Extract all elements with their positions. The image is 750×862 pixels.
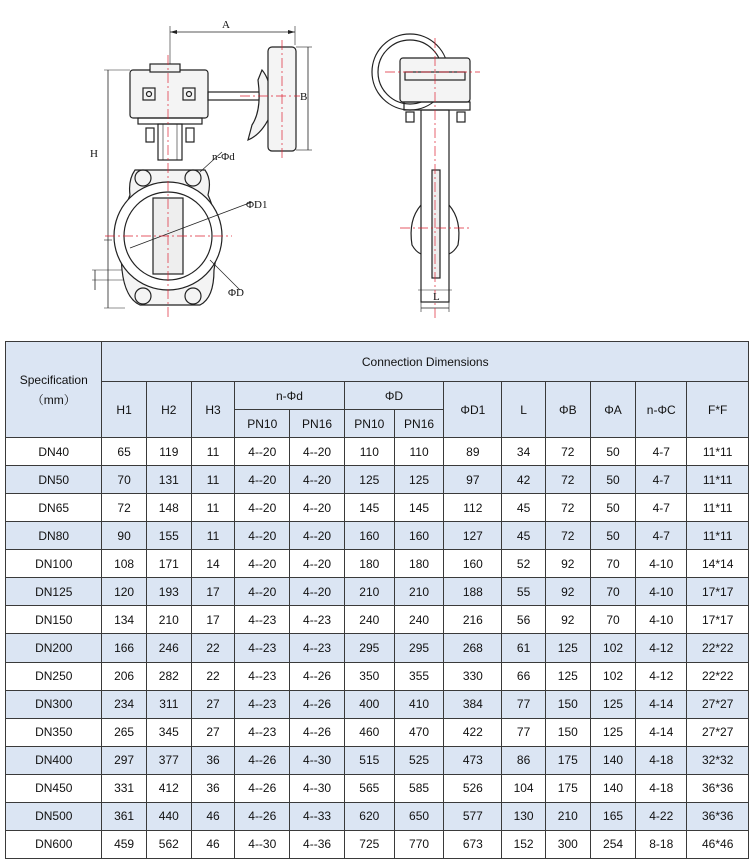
col-h1: H1 [102, 382, 146, 438]
cell-l: 104 [502, 774, 545, 802]
cell-nd-pn10: 4--20 [235, 494, 290, 522]
cell-spec: DN200 [6, 634, 102, 662]
cell-spec: DN40 [6, 438, 102, 466]
cell-h2: 171 [146, 550, 191, 578]
cell-ff: 17*17 [687, 606, 749, 634]
cell-h1: 120 [102, 578, 146, 606]
cell-d1: 112 [444, 494, 502, 522]
cell-ff: 27*27 [687, 718, 749, 746]
cell-nc: 4-22 [636, 802, 687, 830]
cell-nc: 4-10 [636, 550, 687, 578]
cell-a: 70 [590, 550, 635, 578]
cell-h2: 412 [146, 774, 191, 802]
table-row [6, 746, 749, 774]
cell-ff: 46*46 [687, 830, 749, 858]
cell-h2: 377 [146, 746, 191, 774]
table-row [6, 718, 749, 746]
cell-ff: 27*27 [687, 690, 749, 718]
cell-b: 72 [545, 466, 590, 494]
cell-nd-pn16: 4--23 [290, 634, 344, 662]
cell-ff: 11*11 [687, 522, 749, 550]
cell-a: 70 [590, 606, 635, 634]
cell-nd-pn16: 4--20 [290, 578, 344, 606]
cell-h3: 27 [191, 718, 234, 746]
cell-ff: 14*14 [687, 550, 749, 578]
cell-h2: 440 [146, 802, 191, 830]
cell-h1: 265 [102, 718, 146, 746]
cell-a: 125 [590, 718, 635, 746]
cell-nd-pn10: 4--20 [235, 522, 290, 550]
cell-d-pn16: 410 [394, 690, 443, 718]
cell-nd-pn16: 4--26 [290, 662, 344, 690]
cell-l: 45 [502, 494, 545, 522]
cell-h1: 134 [102, 606, 146, 634]
cell-nc: 4-7 [636, 494, 687, 522]
cell-d1: 160 [444, 550, 502, 578]
cell-l: 42 [502, 466, 545, 494]
cell-d-pn10: 145 [344, 494, 394, 522]
cell-nc: 8-18 [636, 830, 687, 858]
cell-h1: 90 [102, 522, 146, 550]
cell-a: 50 [590, 494, 635, 522]
cell-nd-pn16: 4--20 [290, 494, 344, 522]
label-l: L [433, 291, 440, 303]
cell-nd-pn16: 4--20 [290, 522, 344, 550]
table-row [6, 550, 749, 578]
cell-h3: 11 [191, 438, 234, 466]
col-l: L [502, 382, 545, 438]
col-ff: F*F [687, 382, 749, 438]
cell-h2: 562 [146, 830, 191, 858]
cell-d-pn16: 180 [394, 550, 443, 578]
col-nd: n-Φd [235, 382, 345, 410]
table-row [6, 690, 749, 718]
cell-h2: 246 [146, 634, 191, 662]
table-body [6, 438, 749, 859]
col-d-pn16: PN16 [394, 410, 443, 438]
cell-h3: 46 [191, 830, 234, 858]
cell-nd-pn16: 4--33 [290, 802, 344, 830]
col-b: ΦB [545, 382, 590, 438]
cell-d1: 89 [444, 438, 502, 466]
col-h3: H3 [191, 382, 234, 438]
cell-nd-pn16: 4--26 [290, 690, 344, 718]
cell-d-pn16: 240 [394, 606, 443, 634]
cell-d-pn10: 295 [344, 634, 394, 662]
cell-spec: DN125 [6, 578, 102, 606]
cell-h3: 11 [191, 494, 234, 522]
cell-l: 56 [502, 606, 545, 634]
cell-nd-pn10: 4--23 [235, 634, 290, 662]
cell-h3: 36 [191, 774, 234, 802]
cell-d1: 673 [444, 830, 502, 858]
col-d: ΦD [344, 382, 444, 410]
cell-a: 140 [590, 774, 635, 802]
cell-spec: DN500 [6, 802, 102, 830]
cell-d1: 384 [444, 690, 502, 718]
cell-l: 52 [502, 550, 545, 578]
cell-spec: DN400 [6, 746, 102, 774]
cell-b: 125 [545, 634, 590, 662]
label-nd: n-Φd [212, 151, 235, 163]
cell-d-pn16: 110 [394, 438, 443, 466]
cell-h2: 148 [146, 494, 191, 522]
cell-nc: 4-12 [636, 662, 687, 690]
cell-d1: 97 [444, 466, 502, 494]
cell-h1: 65 [102, 438, 146, 466]
cell-spec: DN150 [6, 606, 102, 634]
cell-l: 61 [502, 634, 545, 662]
cell-b: 92 [545, 606, 590, 634]
cell-a: 165 [590, 802, 635, 830]
cell-l: 66 [502, 662, 545, 690]
cell-a: 50 [590, 522, 635, 550]
cell-nd-pn10: 4--20 [235, 550, 290, 578]
connection-dimensions-header: Connection Dimensions [102, 342, 749, 382]
cell-d-pn16: 470 [394, 718, 443, 746]
cell-d1: 268 [444, 634, 502, 662]
table-row [6, 466, 749, 494]
cell-nd-pn16: 4--23 [290, 606, 344, 634]
label-d1: ΦD1 [246, 199, 268, 211]
cell-a: 125 [590, 690, 635, 718]
cell-d-pn16: 525 [394, 746, 443, 774]
cell-l: 55 [502, 578, 545, 606]
cell-nc: 4-7 [636, 438, 687, 466]
cell-b: 175 [545, 746, 590, 774]
cell-ff: 17*17 [687, 578, 749, 606]
cell-nc: 4-18 [636, 774, 687, 802]
cell-nd-pn16: 4--20 [290, 550, 344, 578]
dimensions-table [5, 341, 749, 859]
cell-nc: 4-14 [636, 690, 687, 718]
cell-h1: 70 [102, 466, 146, 494]
cell-nd-pn10: 4--23 [235, 718, 290, 746]
table-row [6, 802, 749, 830]
cell-h1: 108 [102, 550, 146, 578]
col-d-pn10: PN10 [344, 410, 394, 438]
cell-h1: 206 [102, 662, 146, 690]
cell-b: 72 [545, 438, 590, 466]
cell-b: 125 [545, 662, 590, 690]
cell-h2: 155 [146, 522, 191, 550]
spec-header [6, 342, 102, 438]
cell-nc: 4-7 [636, 522, 687, 550]
cell-a: 102 [590, 634, 635, 662]
cell-nd-pn16: 4--20 [290, 466, 344, 494]
table-row [6, 438, 749, 466]
cell-d-pn10: 460 [344, 718, 394, 746]
cell-spec: DN65 [6, 494, 102, 522]
table-row [6, 578, 749, 606]
cell-nd-pn10: 4--26 [235, 774, 290, 802]
cell-h3: 36 [191, 746, 234, 774]
cell-nd-pn10: 4--20 [235, 578, 290, 606]
cell-h1: 361 [102, 802, 146, 830]
cell-l: 86 [502, 746, 545, 774]
cell-d1: 127 [444, 522, 502, 550]
cell-h2: 119 [146, 438, 191, 466]
cell-d1: 526 [444, 774, 502, 802]
cell-h3: 27 [191, 690, 234, 718]
cell-l: 45 [502, 522, 545, 550]
cell-d-pn10: 210 [344, 578, 394, 606]
cell-d-pn16: 295 [394, 634, 443, 662]
cell-d1: 422 [444, 718, 502, 746]
cell-nd-pn10: 4--23 [235, 690, 290, 718]
cell-spec: DN450 [6, 774, 102, 802]
cell-a: 50 [590, 466, 635, 494]
cell-nd-pn10: 4--26 [235, 802, 290, 830]
table-row [6, 774, 749, 802]
cell-h2: 210 [146, 606, 191, 634]
cell-nc: 4-10 [636, 606, 687, 634]
cell-h1: 331 [102, 774, 146, 802]
cell-d-pn16: 650 [394, 802, 443, 830]
cell-ff: 36*36 [687, 774, 749, 802]
cell-h2: 345 [146, 718, 191, 746]
cell-a: 254 [590, 830, 635, 858]
cell-d-pn16: 125 [394, 466, 443, 494]
cell-nd-pn16: 4--26 [290, 718, 344, 746]
cell-h3: 11 [191, 466, 234, 494]
cell-l: 34 [502, 438, 545, 466]
col-nd-pn10: PN10 [235, 410, 290, 438]
cell-l: 130 [502, 802, 545, 830]
cell-nd-pn16: 4--20 [290, 438, 344, 466]
cell-nc: 4-10 [636, 578, 687, 606]
cell-d-pn16: 210 [394, 578, 443, 606]
cell-nc: 4-12 [636, 634, 687, 662]
cell-ff: 11*11 [687, 466, 749, 494]
cell-d1: 577 [444, 802, 502, 830]
cell-spec: DN250 [6, 662, 102, 690]
cell-ff: 22*22 [687, 634, 749, 662]
cell-ff: 36*36 [687, 802, 749, 830]
cell-d-pn10: 515 [344, 746, 394, 774]
label-d: ΦD [228, 287, 244, 299]
cell-nd-pn10: 4--23 [235, 606, 290, 634]
cell-nd-pn16: 4--30 [290, 746, 344, 774]
cell-h3: 14 [191, 550, 234, 578]
front-view [92, 26, 312, 308]
table-row [6, 494, 749, 522]
cell-l: 77 [502, 718, 545, 746]
cell-ff: 32*32 [687, 746, 749, 774]
cell-d-pn10: 160 [344, 522, 394, 550]
cell-h1: 459 [102, 830, 146, 858]
cell-h3: 17 [191, 578, 234, 606]
cell-b: 72 [545, 522, 590, 550]
cell-b: 72 [545, 494, 590, 522]
technical-drawing [0, 0, 750, 335]
cell-nc: 4-7 [636, 466, 687, 494]
label-h: H [90, 148, 98, 160]
cell-h2: 193 [146, 578, 191, 606]
cell-a: 70 [590, 578, 635, 606]
cell-h1: 297 [102, 746, 146, 774]
cell-ff: 11*11 [687, 438, 749, 466]
spec-label: Specification [19, 372, 88, 387]
cell-b: 92 [545, 578, 590, 606]
cell-spec: DN50 [6, 466, 102, 494]
side-view [372, 34, 470, 312]
cell-b: 92 [545, 550, 590, 578]
cell-spec: DN350 [6, 718, 102, 746]
cell-h1: 72 [102, 494, 146, 522]
cell-nd-pn16: 4--36 [290, 830, 344, 858]
cell-h1: 166 [102, 634, 146, 662]
cell-b: 150 [545, 718, 590, 746]
cell-h2: 131 [146, 466, 191, 494]
cell-a: 140 [590, 746, 635, 774]
cell-d-pn10: 180 [344, 550, 394, 578]
cell-h3: 11 [191, 522, 234, 550]
table-row [6, 522, 749, 550]
cell-d-pn10: 565 [344, 774, 394, 802]
table-row [6, 606, 749, 634]
cell-d1: 473 [444, 746, 502, 774]
cell-nd-pn10: 4--20 [235, 438, 290, 466]
cell-d-pn10: 620 [344, 802, 394, 830]
col-a: ΦA [590, 382, 635, 438]
label-a: A [222, 19, 230, 31]
table-row [6, 634, 749, 662]
table-row [6, 830, 749, 858]
cell-b: 210 [545, 802, 590, 830]
cell-l: 152 [502, 830, 545, 858]
cell-b: 150 [545, 690, 590, 718]
cell-nc: 4-18 [636, 746, 687, 774]
table-row [6, 662, 749, 690]
cell-b: 300 [545, 830, 590, 858]
cell-nd-pn10: 4--26 [235, 746, 290, 774]
label-b: B [300, 91, 308, 103]
col-nd-pn16: PN16 [290, 410, 344, 438]
cell-d-pn10: 400 [344, 690, 394, 718]
cell-h2: 282 [146, 662, 191, 690]
col-h2: H2 [146, 382, 191, 438]
cell-d-pn16: 145 [394, 494, 443, 522]
cell-d-pn16: 585 [394, 774, 443, 802]
cell-h3: 46 [191, 802, 234, 830]
cell-spec: DN100 [6, 550, 102, 578]
cell-d-pn10: 350 [344, 662, 394, 690]
cell-d-pn10: 125 [344, 466, 394, 494]
cell-d-pn10: 240 [344, 606, 394, 634]
cell-d1: 216 [444, 606, 502, 634]
cell-h2: 311 [146, 690, 191, 718]
cell-spec: DN300 [6, 690, 102, 718]
cell-h3: 22 [191, 662, 234, 690]
cell-h3: 22 [191, 634, 234, 662]
cell-ff: 22*22 [687, 662, 749, 690]
cell-spec: DN80 [6, 522, 102, 550]
cell-nd-pn10: 4--20 [235, 466, 290, 494]
cell-d1: 188 [444, 578, 502, 606]
cell-nd-pn16: 4--30 [290, 774, 344, 802]
spec-unit: （mm） [31, 392, 76, 407]
cell-d-pn16: 770 [394, 830, 443, 858]
cell-b: 175 [545, 774, 590, 802]
cell-d-pn10: 110 [344, 438, 394, 466]
cell-d1: 330 [444, 662, 502, 690]
cell-h3: 17 [191, 606, 234, 634]
cell-nd-pn10: 4--23 [235, 662, 290, 690]
col-nc: n-ΦC [636, 382, 687, 438]
cell-a: 102 [590, 662, 635, 690]
cell-nc: 4-14 [636, 718, 687, 746]
cell-d-pn16: 160 [394, 522, 443, 550]
col-d1: ΦD1 [444, 382, 502, 438]
cell-h1: 234 [102, 690, 146, 718]
cell-d-pn10: 725 [344, 830, 394, 858]
cell-spec: DN600 [6, 830, 102, 858]
cell-l: 77 [502, 690, 545, 718]
cell-ff: 11*11 [687, 494, 749, 522]
cell-nd-pn10: 4--30 [235, 830, 290, 858]
cell-a: 50 [590, 438, 635, 466]
cell-d-pn16: 355 [394, 662, 443, 690]
